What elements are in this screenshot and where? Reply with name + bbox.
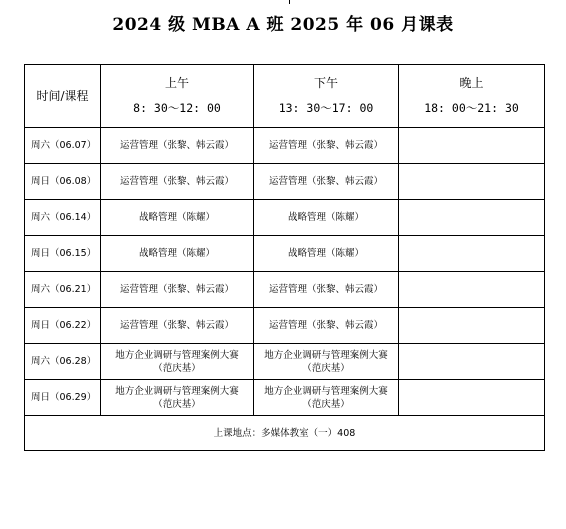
- evening-course-cell: [399, 200, 545, 236]
- evening-course-cell: [399, 344, 545, 380]
- afternoon-course-cell: 运营管理（张黎、韩云霞）: [254, 308, 399, 344]
- slot-time: 18: 00～21: 30: [424, 101, 519, 115]
- day-cell: 周日（06.29）: [25, 380, 101, 416]
- course-teacher: （范庆基）: [302, 362, 350, 374]
- morning-course-cell: 运营管理（张黎、韩云霞）: [101, 128, 254, 164]
- location-note: 上课地点：多媒体教室（一）408: [25, 416, 545, 451]
- course-name: 地方企业调研与管理案例大赛: [264, 349, 388, 361]
- table-row: [25, 236, 545, 272]
- day-cell: 周日（06.22）: [25, 308, 101, 344]
- evening-course-cell: [399, 380, 545, 416]
- top-tick-mark: [289, 0, 290, 4]
- slot-name: 上午: [164, 76, 189, 90]
- day-cell: 周日（06.08）: [25, 164, 101, 200]
- slot-name: 晚上: [459, 76, 484, 90]
- time-course-header: 时间/课程: [25, 65, 101, 128]
- afternoon-course-cell: 战略管理（陈耀）: [254, 200, 399, 236]
- table-row: [25, 164, 545, 200]
- day-cell: 周六（06.14）: [25, 200, 101, 236]
- evening-course-cell: [399, 128, 545, 164]
- afternoon-course-cell: 运营管理（张黎、韩云霞）: [254, 164, 399, 200]
- day-cell: 周六（06.07）: [25, 128, 101, 164]
- evening-course-cell: [399, 308, 545, 344]
- afternoon-course-cell: [254, 344, 399, 380]
- day-cell: 周日（06.15）: [25, 236, 101, 272]
- day-cell: 周六（06.28）: [25, 344, 101, 380]
- slot-header-evening: [399, 65, 545, 128]
- morning-course-cell: [101, 344, 254, 380]
- course-name: 地方企业调研与管理案例大赛: [115, 349, 239, 361]
- afternoon-course-cell: 战略管理（陈耀）: [254, 236, 399, 272]
- slot-name: 下午: [313, 76, 338, 90]
- table-row: [25, 380, 545, 416]
- course-teacher: （范庆基）: [153, 398, 201, 410]
- evening-course-cell: [399, 236, 545, 272]
- table-row: [25, 200, 545, 236]
- slot-time: 13: 30～17: 00: [278, 101, 374, 115]
- course-name: 地方企业调研与管理案例大赛: [115, 385, 239, 397]
- table-row: [25, 128, 545, 164]
- afternoon-course-cell: [254, 380, 399, 416]
- morning-course-cell: 战略管理（陈耀）: [101, 200, 254, 236]
- morning-course-cell: 运营管理（张黎、韩云霞）: [101, 272, 254, 308]
- morning-course-cell: 运营管理（张黎、韩云霞）: [101, 164, 254, 200]
- morning-course-cell: 运营管理（张黎、韩云霞）: [101, 308, 254, 344]
- course-name: 地方企业调研与管理案例大赛: [264, 385, 388, 397]
- footer-row: [25, 416, 545, 451]
- course-teacher: （范庆基）: [153, 362, 201, 374]
- page-title: 2024 级 MBA A 班 2025 年 06 月课表: [112, 15, 454, 35]
- table-row: [25, 308, 545, 344]
- evening-course-cell: [399, 164, 545, 200]
- afternoon-course-cell: 运营管理（张黎、韩云霞）: [254, 128, 399, 164]
- afternoon-course-cell: 运营管理（张黎、韩云霞）: [254, 272, 399, 308]
- header-row: [25, 65, 545, 128]
- course-teacher: （范庆基）: [302, 398, 350, 410]
- morning-course-cell: [101, 380, 254, 416]
- table-row: [25, 272, 545, 308]
- slot-header-morning: [101, 65, 254, 128]
- table-row: [25, 344, 545, 380]
- evening-course-cell: [399, 272, 545, 308]
- day-cell: 周六（06.21）: [25, 272, 101, 308]
- schedule-table: [24, 64, 545, 451]
- slot-header-afternoon: [254, 65, 399, 128]
- slot-time: 8: 30～12: 00: [133, 101, 221, 115]
- morning-course-cell: 战略管理（陈耀）: [101, 236, 254, 272]
